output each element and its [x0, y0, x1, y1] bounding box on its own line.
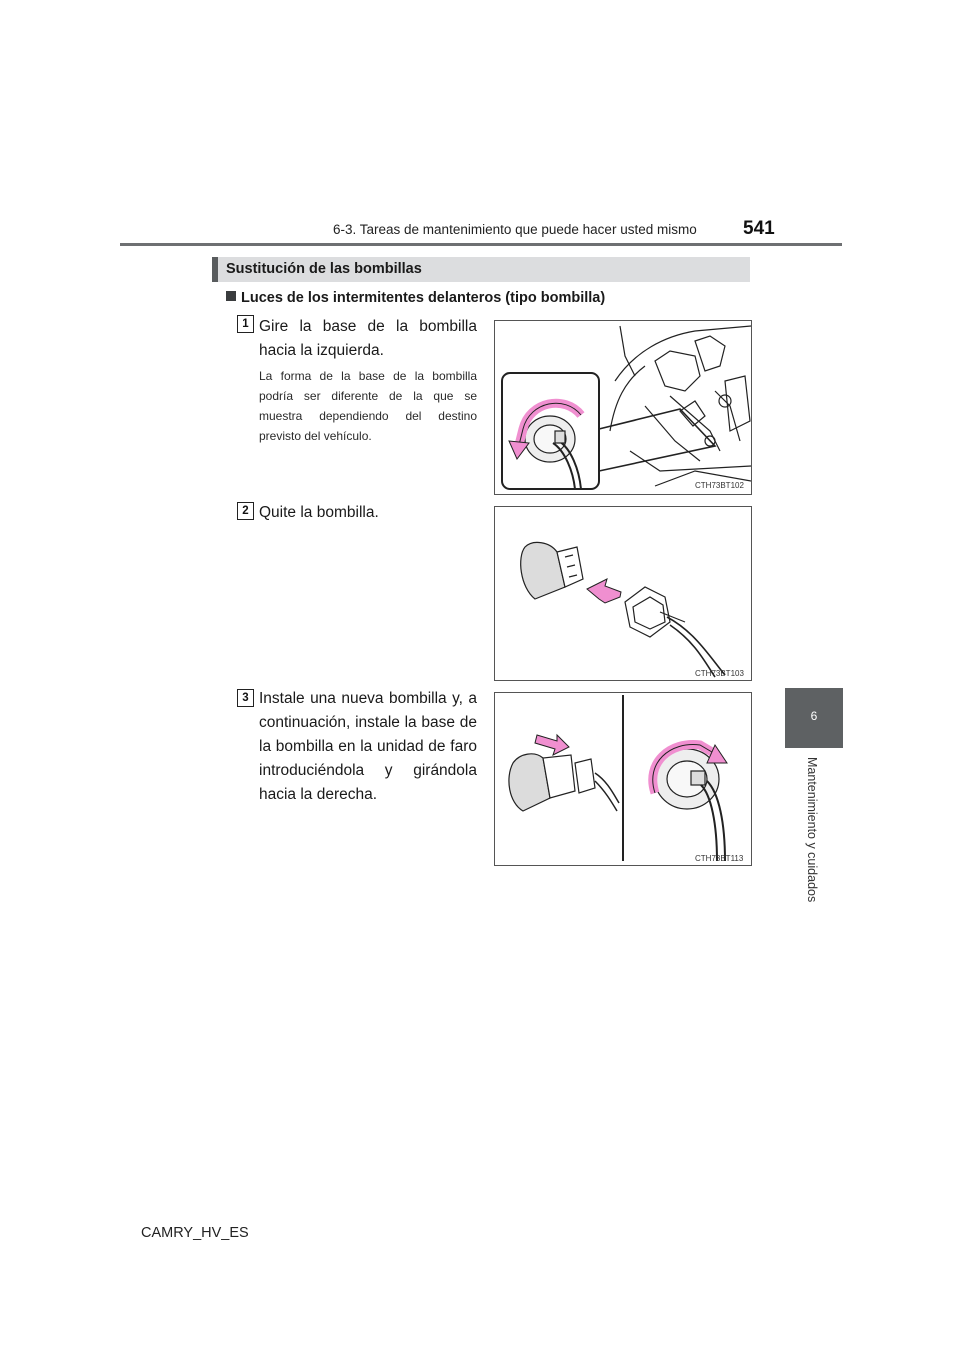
figure-install-bulb: [494, 692, 752, 866]
subsection-heading: [226, 290, 605, 306]
section-heading-accent: [212, 257, 218, 282]
step-1-note: La forma de la base de la bombilla podría ser diferente de la que se muestra dependiendo del destino previsto del vehículo.: [259, 369, 477, 443]
section-title: Sustitución de las bombillas: [226, 261, 422, 277]
figure-turn-bulb-base-left: [494, 320, 752, 495]
step-2-text: Quite la bombilla.: [259, 504, 379, 521]
running-header-title: 6-3. Tareas de mantenimiento que puede hacer usted mismo: [333, 222, 697, 237]
header-divider: [120, 243, 842, 246]
chapter-number: 6: [810, 709, 818, 723]
figure-remove-bulb: [494, 506, 752, 681]
step-number-3: 3: [237, 689, 254, 707]
step-1-text: Gire la base de la bombilla hacia la izquierda.: [259, 318, 477, 359]
chapter-label: Mantenimiento y cuidados: [805, 757, 819, 903]
figure-2-id: CTH73BT103: [695, 669, 744, 678]
page-number: 541: [743, 218, 775, 239]
figure-1-id: CTH73BT102: [695, 481, 744, 490]
step-number-1: 1: [237, 315, 254, 333]
headlamp-illustration: [495, 321, 751, 494]
bulb-install-illustration: [495, 693, 751, 865]
step-3-text: Instale una nueva bombilla y, a continuación, instale la base de la bombilla en la unidad de faro introduciéndola y girándola hacia la derecha.: [259, 690, 477, 803]
step-number-2: 2: [237, 502, 254, 520]
figure-3-id: CTH73BT113: [695, 854, 744, 863]
footer-model-code: CAMRY_HV_ES: [141, 1225, 249, 1241]
bulb-removal-illustration: [495, 507, 751, 680]
square-bullet-icon: [226, 291, 236, 301]
subsection-title: Luces de los intermitentes delanteros (tipo bombilla): [241, 290, 606, 306]
